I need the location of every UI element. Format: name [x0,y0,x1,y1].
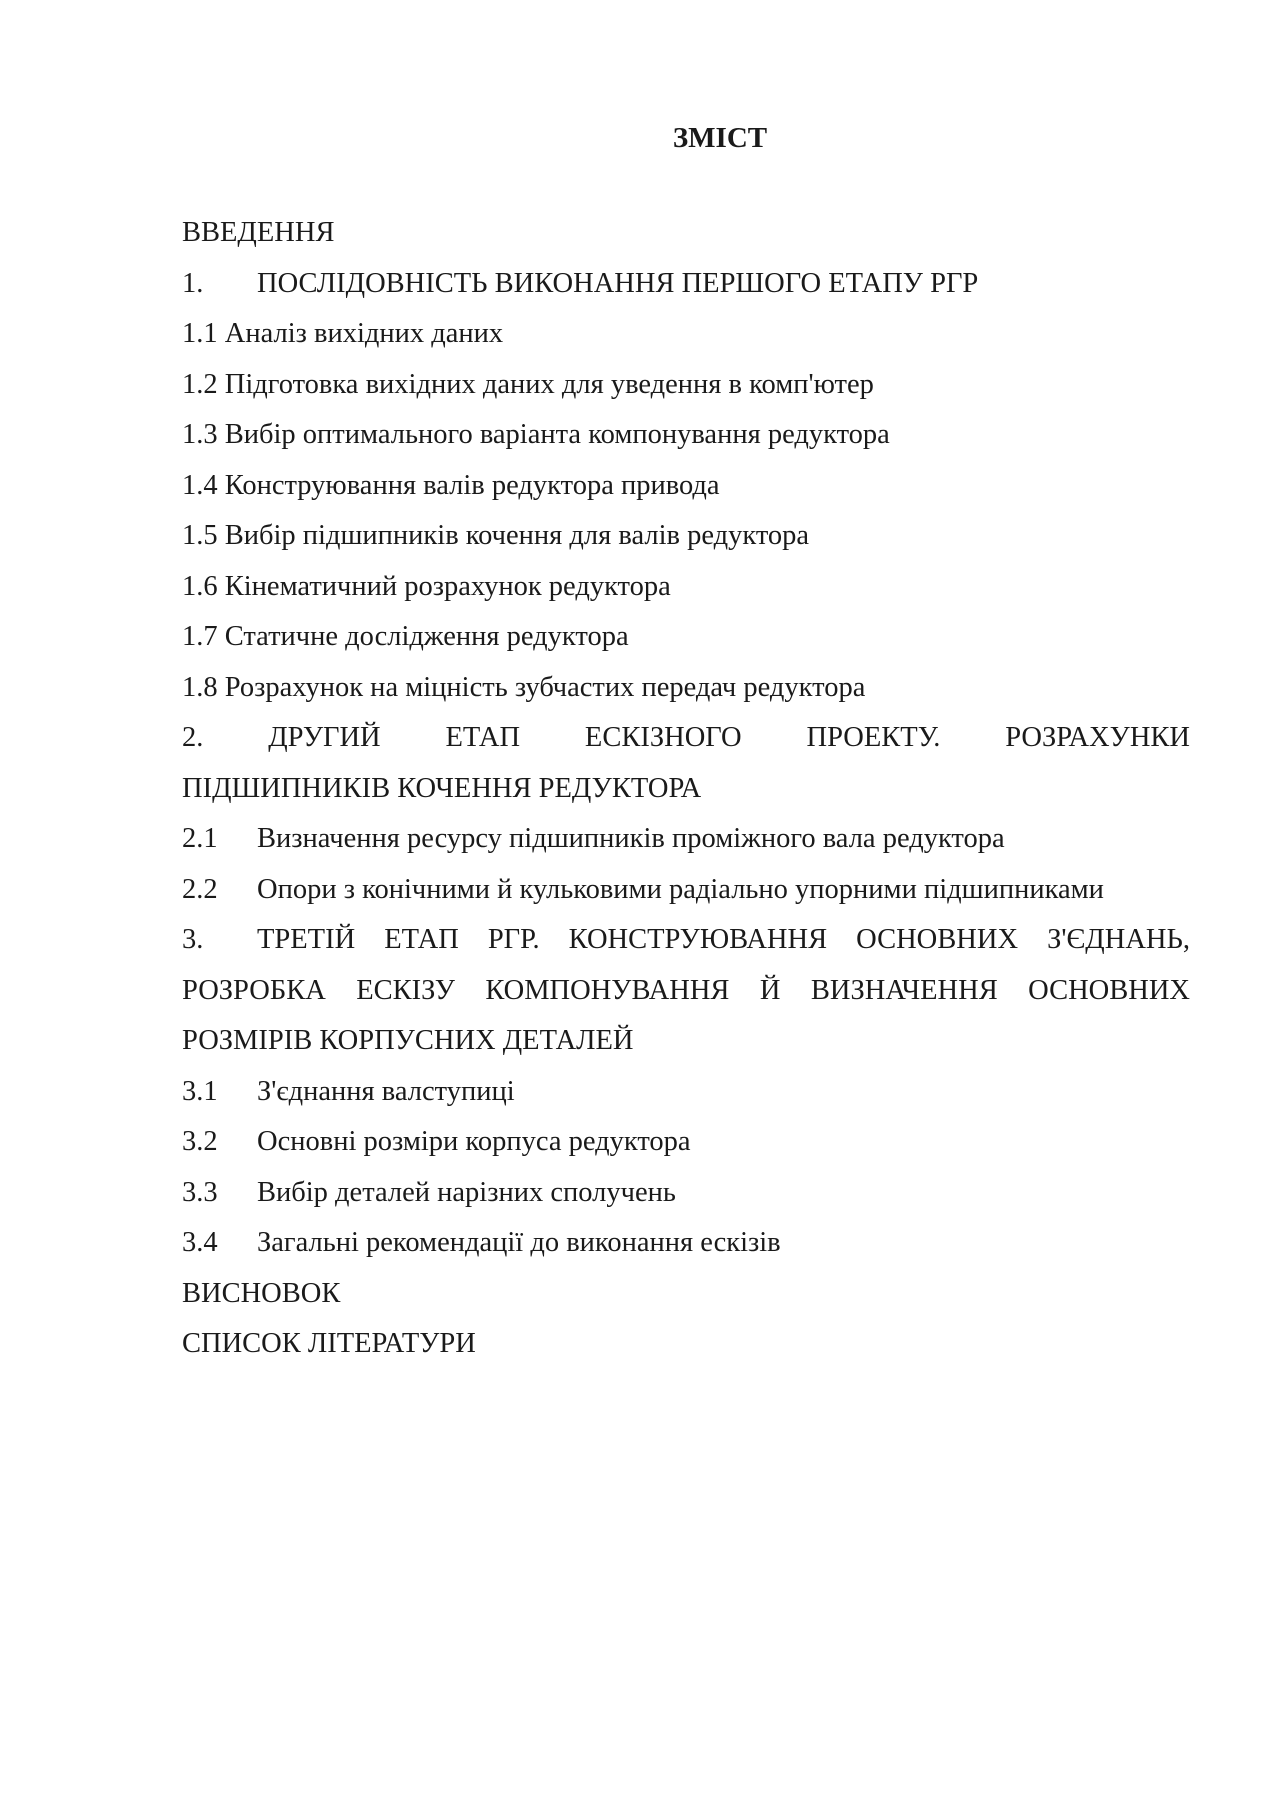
toc-entry-number: 2.2 [182,873,218,905]
toc-entry-number: 1. [182,267,204,299]
toc-entry-text: Опори з конічними й кульковими радіально упорними підшипниками [257,873,1104,905]
toc-entry-2-1 [182,814,1190,865]
toc-entry-number: 2.1 [182,823,218,854]
toc-entry-text-line-1: ТРЕТІЙ ЕТАП РГР. КОНСТРУЮВАННЯ ОСНОВНИХ З'ЄДНАНЬ, [257,924,1190,955]
toc-entry-number: 3.4 [182,1227,218,1258]
toc-entry-1-4: 1.4 Конструювання валів редуктора привода [182,469,720,501]
toc-entry-1-5: 1.5 Вибір підшипників кочення для валів редуктора [182,520,810,551]
toc-entry-intro: ВВЕДЕННЯ [182,217,335,248]
toc-entry-text: Загальні рекомендації до виконання ескізів [257,1227,781,1258]
toc-entry-1-8: 1.8 Розрахунок на міцність зубчастих передач редуктора [182,671,866,703]
toc-entry-number: 3.3 [182,1176,218,1208]
toc-entry-conclusion: ВИСНОВОК [182,1277,341,1309]
table-of-contents [182,208,1190,1370]
toc-entry-text: З'єднання валступиці [257,1075,515,1107]
toc-entry-number: 3.2 [182,1126,218,1157]
toc-entry-text-line-3: РОЗМІРІВ КОРПУСНИХ ДЕТАЛЕЙ [182,1025,634,1056]
toc-entry-text: ПОСЛІДОВНІСТЬ ВИКОНАННЯ ПЕРШОГО ЕТАПУ РГР [257,267,979,299]
toc-entry-3-3 [182,1168,1190,1219]
toc-entry-1-1: 1.1 Аналіз вихідних даних [182,318,504,349]
toc-entry-1-7: 1.7 Статичне дослідження редуктора [182,621,629,652]
toc-entry-2-2 [182,865,1190,916]
toc-entry-3-2 [182,1117,1190,1168]
toc-entry-3-4 [182,1218,1190,1269]
toc-entry-references: СПИСОК ЛІТЕРАТУРИ [182,1328,476,1359]
toc-entry-1-3: 1.3 Вибір оптимального варіанта компонування редуктора [182,419,890,450]
toc-entry-section-1 [182,259,1190,310]
toc-entry-section-2-line-1: 2. ДРУГИЙ ЕТАП ЕСКІЗНОГО ПРОЕКТУ. РОЗРАХУНКИ [182,722,1190,753]
toc-entry-text: Визначення ресурсу підшипників проміжного вала редуктора [257,823,1005,854]
toc-entry-number: 3.1 [182,1075,218,1107]
toc-entry-text-line-2: РОЗРОБКА ЕСКІЗУ КОМПОНУВАННЯ Й ВИЗНАЧЕННЯ ОСНОВНИХ [182,974,1190,1006]
toc-entry-3-1 [182,1067,1190,1118]
toc-entry-1-2: 1.2 Підготовка вихідних даних для уведення в комп'ютер [182,368,874,400]
toc-entry-text: Основні розміри корпуса редуктора [257,1126,691,1157]
toc-entry-section-2-line-2: ПІДШИПНИКІВ КОЧЕННЯ РЕДУКТОРА [182,772,702,804]
toc-entry-text: Вибір деталей нарізних сполучень [257,1176,676,1208]
toc-entry-number: 3. [182,924,204,955]
toc-entry-section-3 [182,915,1190,1067]
toc-entry-1-6: 1.6 Кінематичний розрахунок редуктора [182,570,671,602]
page-title: ЗМІСТ [672,122,768,154]
